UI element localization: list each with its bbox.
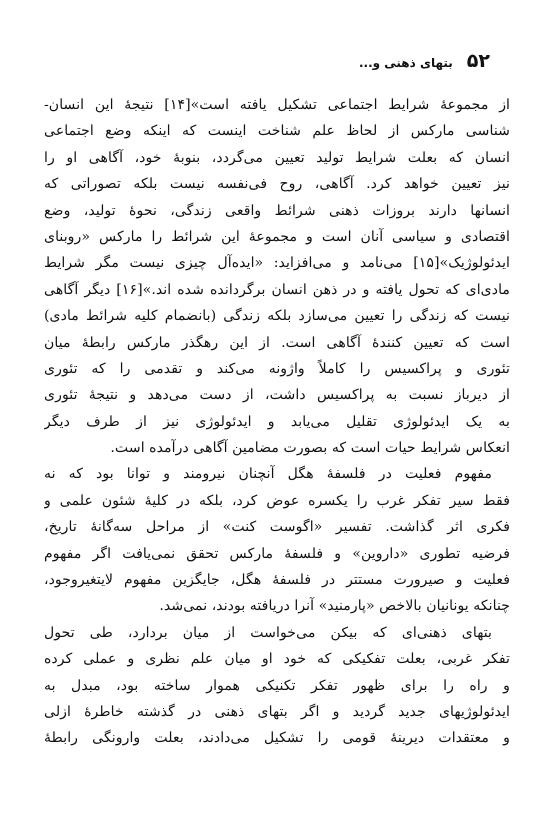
text-line: است که تعیین کنندهٔ آگاهی است. از این رهگذر مارکس رابطهٔ میان bbox=[44, 334, 510, 351]
text-line: مفهوم فعلیت در فلسفهٔ هگل آنچنان نیرومند و توانا بود که نه bbox=[44, 466, 492, 483]
text-line: فکری اثر گذاشت. تفسیر «اگوست کنت» از مراحل سه‌گانهٔ تاریخ، bbox=[44, 519, 510, 536]
text-line: ایدئولوژیهای جدید گردید و اگر بتهای ذهنی در گذشته خاطرهٔ ازلی bbox=[44, 703, 510, 720]
page-number: ۵۲ bbox=[466, 50, 490, 72]
text-line: تئوری و پراکسیس را کاملاً واژونه می‌کند و تقدمی را که تئوری bbox=[44, 360, 510, 377]
text-line: و راه را برای ظهور تفکر تکنیکی هموار ساخته بود، مبدل به bbox=[44, 677, 510, 694]
text-line: به یک ایدئولوژی تقلیل می‌یابد و ایدئولوژی نیز از طرف دیگر bbox=[44, 413, 510, 430]
text-line: از مجموعهٔ شرایط اجتماعی تشکیل یافته است»[۱۴] نتیجهٔ این انسان- bbox=[44, 97, 510, 113]
text-line: فقط سیر تفکر غرب را یکسره عوض کرد، بلکه در کلیهٔ شئون علمی و bbox=[44, 492, 510, 509]
text-line: از دیرباز نسبت به پراکسیس داشت، از دست می‌دهد و نتیجهٔ تئوری bbox=[44, 387, 510, 404]
text-line: انعکاس شرایط حیات است که بصورت مضامین آگاهی درآمده است. bbox=[110, 440, 510, 457]
text-line: ایدئولوژیک»[۱۵] می‌نامد و می‌افزاید: «ایده‌آل چیزی نیست مگر شرایط bbox=[44, 255, 510, 272]
page-header bbox=[340, 50, 490, 76]
text-line: نیز تعیین خواهد کرد. آگاهی، روح فی‌نفسه نیست بلکه تصوراتی که bbox=[44, 176, 510, 193]
text-line: فعلیت و صیرورت مستتر در فلسفهٔ هگل، جایگزین مفهوم لایتغیروجود، bbox=[44, 572, 510, 589]
text-line: شناسی مارکس از لحاظ علم شناخت اینست که اینکه وضع اجتماعی bbox=[44, 123, 510, 140]
text-line: اقتصادی و سیاسی آنان است و مجموعهٔ این شرائط را مارکس «روبنای bbox=[44, 228, 510, 245]
text-line: بتهای ذهنی‌ای که بیکن می‌خواست از میان بردارد، طی تحول bbox=[44, 624, 492, 641]
text-line: انسان که بعلت شرایط تولید تعیین می‌گردد، بنوبهٔ خود، آگاهی او را bbox=[44, 149, 510, 166]
text-line: و معتقدات دیرینهٔ قومی را تشکیل می‌دادند، بعلت وارونگی رابطهٔ bbox=[44, 730, 510, 747]
text-line: انسانها دارند بروزات ذهنی شرائط واقعی زندگی، نحوهٔ تولید، وضع bbox=[44, 202, 510, 219]
body-text bbox=[44, 92, 510, 752]
text-line: تفکر غربی، بعلت تفکیکی که خود او میان علم نظری و عملی کرده bbox=[44, 651, 510, 668]
running-title: بتهای ذهنی و... bbox=[358, 56, 453, 70]
text-line: نیست که زندگی را تعیین می‌سازد بلکه زندگی (بانضمام کلیه شرائط مادی) bbox=[44, 308, 510, 325]
text-line: چنانکه یونانیان بالاخص «پارمنید» آنرا دریافته بودند، نمی‌شد. bbox=[159, 598, 510, 615]
text-line: فرضیه تطوری «داروین» و فلسفهٔ مارکس تحقق نمی‌یافت اگر مفهوم bbox=[44, 545, 510, 562]
text-line: مادی‌ای که تحول یافته و در ذهن انسان برگردانده شده اند.»[۱۶] دیگر آگاهی bbox=[44, 281, 510, 298]
